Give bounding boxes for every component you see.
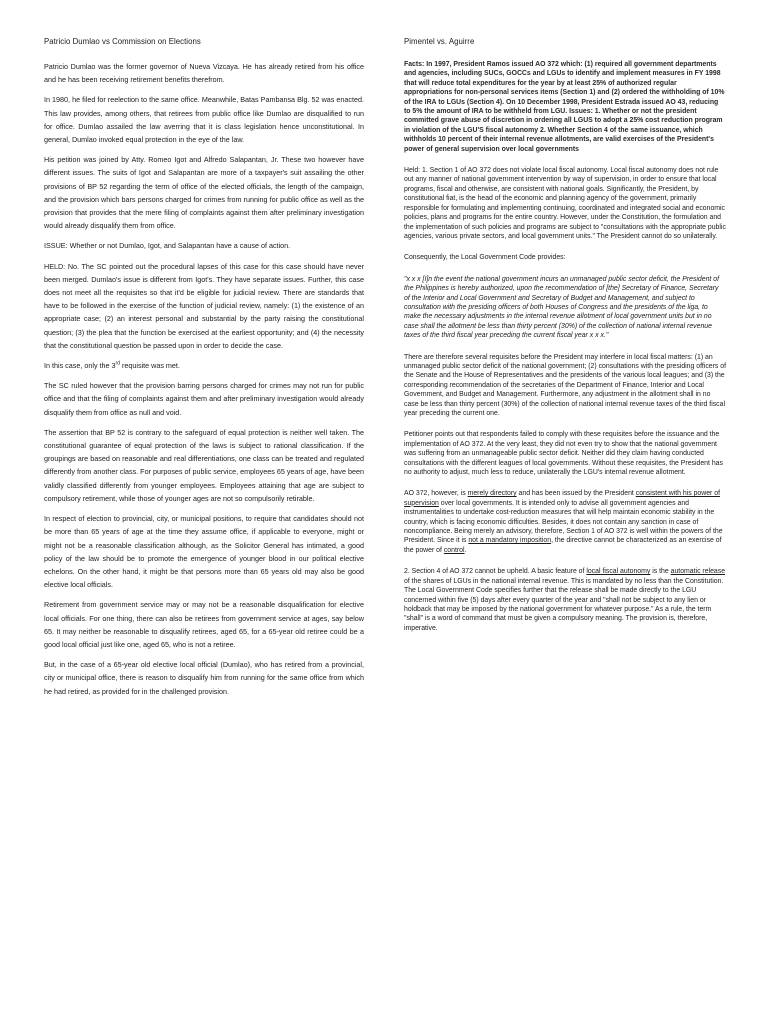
text-segment: of the shares of LGUs in the national internal revenue. This is mandated by no less than the Constitution. The Local Government Code specifies further that the release shall be made directly to the LGU concerned within five (5) days after every quarter of the year and "shall not be subject to any lien or holdback that may be imposed by the national government for whatever purpose." As a rule, the term "shall" is a word of command that must be given a compulsory meaning. The provision is, therefore, imperative. [404, 577, 724, 632]
right-column [404, 37, 726, 645]
quoted-provision: "x x x [I]n the event the national government incurs an unmanaged public sector deficit, the President of the Philippines is hereby authorized, upon the recommendation of [the] Secretary of Finance, Secretary of the Interior and Local Government and Secretary of Budget and Management, and subject to consultation with the presiding officers of both Houses of Congress and the presidents of the liga, to make the necessary adjustments in the internal revenue allotment of local government units but in no case shall the allotment be less than thirty percent (30%) of the collection of national internal revenue taxes of the third fiscal year preceding the current fiscal year x x x." [404, 275, 720, 340]
paragraph: In respect of election to provincial, city, or municipal positions, to require that candidates should not be more than 65 years of age at the time they assume office, if applicable to everyone, might or might not be a reasonable classification although, as the Solicitor General has intimated, a good policy of the law should be to promote the emergence of younger blood in our political elective echelons. On the other hand, it might be that persons more than 65 years old may also be good elective local officials. [44, 514, 364, 590]
text-segment: requisite was met. [119, 361, 180, 371]
case-title-pimentel: Pimentel vs. Aguirre [404, 37, 475, 46]
paragraph: Patricio Dumlao was the former governor of Nueva Vizcaya. He has already retired from his office and he has been receiving retirement benefits therefrom. [44, 62, 364, 85]
text-segment: 2. Section 4 of AO 372 cannot be upheld. A basic feature of [404, 568, 587, 576]
paragraph: In 1980, he filed for reelection to the same office. Meanwhile, Batas Pambansa Blg. 52 was enacted. This law provides, among others, that retirees from public office like Dumlao are disqualified to run for office. Dumlao assailed the law averring that it is class legislation hence unconstitutional. In general, Dumlao invoked equal protection in the eye of the law. [44, 95, 364, 145]
superscript: rd [115, 360, 120, 367]
text-segment: is the [650, 568, 671, 576]
paragraph: Petitioner points out that respondents failed to comply with these requisites before the issuance and the implementation of AO 372. At the very least, they did not even try to show that the national government was suffering from an unmanageable public sector deficit. Neither did they claim having conducted consultations with the different leagues of local governments. Without these requisites, the President has no authority to adjust, much less to reduce, unilaterally the LGU's internal revenue allotment. [404, 431, 723, 477]
paragraph: But, in the case of a 65-year old elective local official (Dumlao), who has retired from a provincial, city or municipal office, there is reason to disqualify him from running for the same office from which he had retired, as provided for in the challenged provision. [44, 660, 364, 696]
held-paragraph: Held: 1. Section 1 of AO 372 does not violate local fiscal autonomy. Local fiscal autonomy does not rule out any manner of national government intervention by way of supervision, in order to ensure that local programs, fiscal and otherwise, are consistent with national goals. Significantly, the President, by constitutional fiat, is the head of the economic and planning agency of the government, primarily responsible for formulating and implementing continuing, coordinated and integrated social and economic policies, plans and programs for the entire country. However, under the Constitution, the formulation and the implementation of such policies and programs are subject to "consultations with the appropriate public agencies, various private sectors, and local government units." The President cannot do so unilaterally. [404, 167, 726, 240]
underlined-text: local fiscal autonomy [586, 568, 651, 576]
text-segment: , the directive cannot be characterized as an exercise of the power of [404, 537, 722, 554]
paragraph [44, 359, 364, 372]
paragraph: Retirement from government service may or may not be a reasonable disqualification for elective local officials. For one thing, there can also be retirees from government service at ages, say below 65. It may neither be reasonable to disqualify retirees, aged 65, for a 65-year old retiree could be a good local official just like one, aged 65, who is not a retiree. [44, 600, 364, 649]
paragraph: The assertion that BP 52 is contrary to the safeguard of equal protection is neither well taken. The constitutional guarantee of equal protection of the laws is subject to rational classification. If the groupings are based on reasonable and real differentiations, one class can be treated and regulated differently from another class. For purposes of public service, employees 65 years of age, have been validly classified differently from younger employees. Employees attaining that age are subject to compulsory retirement, while those of younger ages are not so compulsorily retirable. [44, 427, 364, 503]
paragraph: Consequently, the Local Government Code provides: [404, 254, 566, 262]
underlined-text: automatic release [670, 568, 726, 576]
paragraph: There are therefore several requisites before the President may interfere in local fiscal matters: (1) an unmanaged public sector deficit of the national government; (2) consultations with the presiding officers of the Senate and the House of Representatives and the presidents of the various local leagues; and (3) the corresponding recommendation of the secretaries of the Department of Finance, Interior and Local Government, and Budget and Management. Furthermore, any adjustment in the allotment shall in no case be less than thirty percent (30%) of the collection of national internal revenue taxes of the third fiscal year preceding the current one. [404, 353, 727, 417]
paragraph: The SC ruled however that the provision barring persons charged for crimes may not run for public office and that the filing of complaints against them and after preliminary investigation would already disqualify them from office as null and void. [44, 381, 364, 417]
text-segment: and has been issued by the President [516, 490, 636, 498]
underlined-text: merely directory [467, 490, 517, 498]
underlined-text: control [443, 546, 465, 554]
issue-paragraph: ISSUE: Whether or not Dumlao, Igot, and Salapantan have a cause of action. [44, 241, 291, 251]
paragraph [404, 567, 726, 633]
case-title-dumlao: Patricio Dumlao vs Commission on Elections [44, 37, 201, 46]
left-column [44, 37, 364, 705]
text-segment: In this case, only the 3 [44, 361, 116, 371]
underlined-text: consistent with his power of supervision [404, 490, 721, 507]
held-paragraph: HELD: No. The SC pointed out the procedural lapses of this case for this case should have never been merged. Dumlao's issue is different from Igot's. They have separate issues. Further, this case does not meet all the requisites so that it'd be eligible for judicial review. There are standards that have to be followed in the exercise of the function of judicial review, namely: (1) the existence of an appropriate case; (2) an interest personal and substantial by the party raising the constitutional question; (3) the plea that the function be exercised at the earliest opportunity; and (4) the necessity that the constitutional question be passed upon in order to decide the case. [44, 261, 364, 350]
paragraph [404, 489, 726, 555]
underlined-text: not a mandatory imposition [468, 537, 552, 545]
text-segment: . [464, 546, 467, 554]
text-segment: over local governments. It is intended only to advise all government agencies and instrumentalities to undertake cost-reduction measures that will help maintain economic stability in the country, which is facing economic difficulties. Besides, it does not contain any sanction in case of noncompliance. Being merely an advisory, therefore, Section 1 of AO 372 is well within the powers of the President. Since it is [404, 499, 723, 545]
paragraph: His petition was joined by Atty. Romeo Igot and Alfredo Salapantan, Jr. These two however have different issues. The suits of Igot and Salapantan are more of a taxpayer's suit assailing the other provisions of BP 52 regarding the term of office of the elected officials, the length of the campaign, and the provision which bars persons charged for crimes from running for public office as well as the provision that provides that the mere filing of complaints against them after preliminary investigation would already disqualify them from office. [44, 155, 364, 231]
facts-paragraph: Facts: In 1997, President Ramos issued AO 372 which: (1) required all government departments and agencies, including SUCs, GOCCs and LGUs to identify and implement measures in FY 1998 that will reduce total expenditures for the year by at least 25% of authorized regular appropriations for non-personal services items (Section 1) and (2) ordered the withholding of 10% of the IRA to LGUs (Section 4). On 10 December 1998, President Estrada issued AO 43, reducing to 5% the amount of IRA to be withheld from LGU. Issues: 1. Whether or not the president committed grave abuse of discretion in ordering all LGUS to adopt a 25% cost reduction program in violation of the LGU'S fiscal autonomy 2. Whether Section 4 of the same issuance, which withholds 10 percent of their internal revenue allotments, are valid exercises of the President's power of general supervision over local governments [404, 61, 725, 153]
text-segment: AO 372, however, is [404, 490, 468, 498]
